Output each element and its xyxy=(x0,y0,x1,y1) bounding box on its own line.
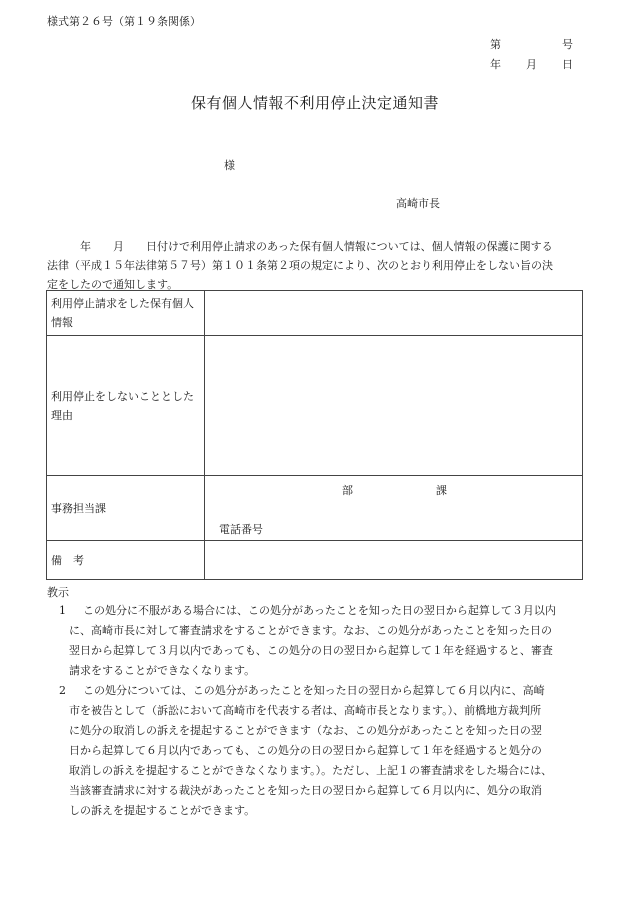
table-row xyxy=(47,336,583,476)
instruction-line: 日から起算して６月以内であっても、この処分の日の翌日から起算して１年を経過すると処分の xyxy=(69,744,542,757)
body-line: 年 月 日付けで利用停止請求のあった保有個人情報については、個人情報の保護に関する xyxy=(80,240,553,253)
addressee-suffix: 様 xyxy=(224,159,235,172)
table-row xyxy=(47,541,583,580)
decision-table xyxy=(46,290,583,580)
instruction-line: 当該審査請求に対する裁決があったことを知った日の翌日から起算して６月以内に、処分の取消 xyxy=(69,784,542,797)
page-title: 保有個人情報不利用停止決定通知書 xyxy=(190,94,439,112)
body-text xyxy=(47,237,587,294)
year-label: 年 xyxy=(490,58,501,71)
instruction-item xyxy=(47,601,587,681)
info-value xyxy=(205,291,583,336)
month-label: 月 xyxy=(526,58,537,71)
reason-value xyxy=(205,336,583,476)
notes-label: 備 考 xyxy=(47,541,205,580)
instruction-line: に処分の取消しの訴えを提起することができます（なお、この処分があったことを知った日の翌 xyxy=(69,724,542,737)
instruction-number: 1 xyxy=(59,604,66,617)
instruction-line: この処分については、この処分があったことを知った日の翌日から起算して６月以内に、高崎 xyxy=(83,684,545,697)
instruction-item xyxy=(47,681,587,821)
instruction-line: に、高崎市長に対して審査請求をすることができます。なお、この処分があったことを知った日の xyxy=(69,624,553,637)
info-label-line: 利用停止請求をした保有個人 xyxy=(51,297,194,310)
body-line: 定をしたので通知します。 xyxy=(47,278,179,291)
phone-label: 電話番号 xyxy=(219,523,263,536)
instruction-line: 請求をすることができなくなります。 xyxy=(69,664,256,677)
instruction-line: この処分に不服がある場合には、この処分があったことを知った日の翌日から起算して３月以内 xyxy=(83,604,556,617)
reason-label-line: 利用停止をしないこととした xyxy=(51,389,194,403)
instruction-line: 翌日から起算して３月以内であっても、この処分の日の翌日から起算して１年を経過すると、審査 xyxy=(69,644,553,657)
dept-value xyxy=(205,476,583,541)
number-suffix: 号 xyxy=(562,38,573,51)
reason-label xyxy=(47,336,205,476)
day-label: 日 xyxy=(562,58,573,71)
dept-bu-label: 部 xyxy=(342,484,353,497)
reason-label-line: 理由 xyxy=(51,408,73,422)
body-line: 法律（平成１５年法律第５７号）第１０１条第２項の規定により、次のとおり利用停止をしない旨の決 xyxy=(47,259,553,272)
instruction-line: 市を被告として（訴訟において高崎市を代表する者は、高崎市長となります。）、前橋地方裁判所 xyxy=(69,704,542,717)
issuer: 高崎市長 xyxy=(396,197,440,210)
notes-value xyxy=(205,541,583,580)
table-row xyxy=(47,476,583,541)
info-label xyxy=(47,291,205,336)
instruction-line: しの訴えを提起することができます。 xyxy=(69,804,256,817)
table-row xyxy=(47,291,583,336)
info-label-line: 情報 xyxy=(51,316,73,329)
dept-ka-label: 課 xyxy=(436,484,447,497)
form-number: 様式第２６号（第１９条関係） xyxy=(47,15,201,28)
instructions xyxy=(47,601,587,821)
dept-label: 事務担当課 xyxy=(47,476,205,541)
instruction-line: 取消しの訴えを提起することができなくなります。）。ただし、上記１の審査請求をした場合には、 xyxy=(69,764,553,777)
instruction-number: 2 xyxy=(59,684,66,697)
number-prefix: 第 xyxy=(490,38,501,51)
instructions-heading: 教示 xyxy=(47,586,69,599)
